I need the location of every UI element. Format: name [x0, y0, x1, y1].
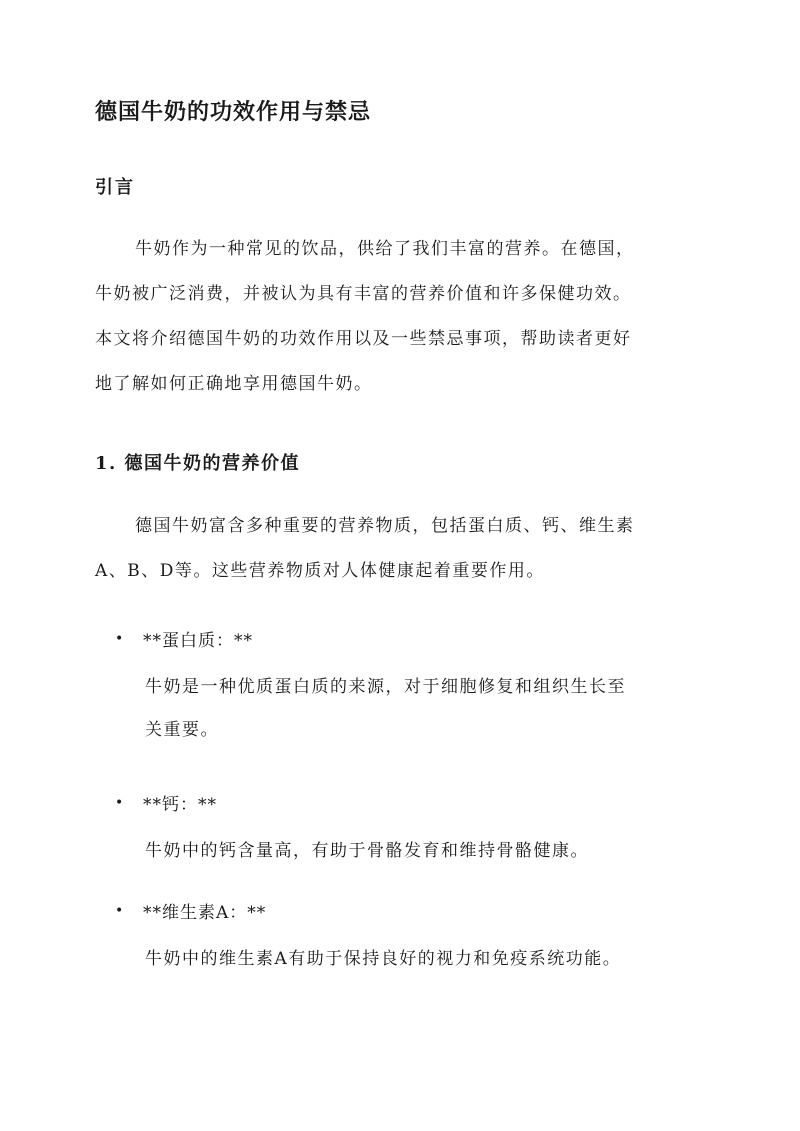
bullet-line: 牛奶中的钙含量高，有助于骨骼发育和维持骨骼健康。	[145, 841, 589, 861]
bullet-body	[145, 830, 725, 873]
bullet-heading: **维生素A：**	[143, 903, 267, 923]
document-title: 德国牛奶的功效作用与禁忌	[95, 99, 372, 125]
bullet-marker: •	[115, 903, 125, 919]
section-line: A、B、D等。这些营养物质对人体健康起着重要作用。	[95, 561, 545, 581]
bullet-marker: •	[115, 795, 125, 811]
section-heading: 1. 德国牛奶的营养价值	[95, 453, 301, 474]
bullet-body	[145, 666, 725, 752]
intro-paragraph	[95, 227, 715, 407]
section-paragraph	[95, 504, 715, 594]
intro-line: 地了解如何正确地享用德国牛奶。	[95, 374, 373, 394]
bullet-line: 牛奶是一种优质蛋白质的来源，对于细胞修复和组织生长至	[145, 677, 626, 697]
bullet-line: 牛奶中的维生素A有助于保持良好的视力和免疫系统功能。	[145, 949, 622, 969]
bullet-line: 关重要。	[145, 720, 219, 740]
bullet-body	[145, 938, 725, 981]
intro-line: 牛奶被广泛消费，并被认为具有丰富的营养价值和许多保健功效。	[95, 284, 632, 304]
intro-heading: 引言	[95, 177, 135, 198]
bullet-heading: **钙：**	[143, 795, 217, 815]
section-line: 德国牛奶富含多种重要的营养物质，包括蛋白质、钙、维生素	[135, 516, 635, 536]
intro-line: 牛奶作为一种常见的饮品，供给了我们丰富的营养。在德国，	[135, 239, 635, 259]
bullet-heading: **蛋白质：**	[143, 631, 253, 651]
intro-line: 本文将介绍德国牛奶的功效作用以及一些禁忌事项，帮助读者更好	[95, 329, 632, 349]
bullet-marker: •	[115, 631, 125, 647]
